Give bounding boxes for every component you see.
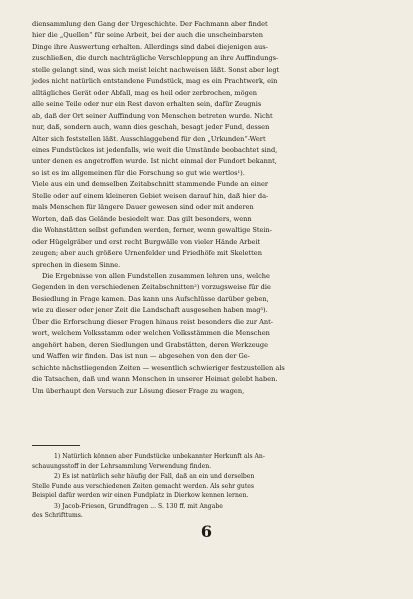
footnote <box>32 502 384 521</box>
body-line: und Waffen wir finden. Das ist nun — abgesehen von den der Ge- <box>32 352 250 361</box>
body-line: diensammlung den Gang der Urgeschichte. Der Fachmann aber findet <box>32 20 268 28</box>
body-line: oder Hügelgräber und erst recht Burgwälle von vieler Hände Arbeit <box>32 237 261 246</box>
footnote-line: 2) Es ist natürlich sehr häufig der Fall, daß an ein und derselben <box>54 473 255 480</box>
body-line: Stelle oder auf einem kleineren Gebiet weisen darauf hin, daß hier da- <box>32 191 269 200</box>
body-line: ab, daß der Ort seiner Auffindung von Menschen betreten wurde. Nicht <box>32 111 273 120</box>
body-line: eines Fundstückes ist jedenfalls, wie weit die Umstände beobachtet sind, <box>32 145 278 154</box>
body-line: Worten, daß das Gelände besiedelt war. Das gilt besonders, wenn <box>32 214 252 223</box>
body-line: Über die Erforschung dieser Fragen hinaus reist besonders die zur Ant- <box>32 317 274 326</box>
body-line: die Wohnstätten selbst gefunden werden, ferner, wenn gewaltige Stein- <box>32 226 272 235</box>
body-line: nur, daß, sondern auch, wann dies geschah, besagt jeder Fund, dessen <box>32 123 270 132</box>
body-line: alle seine Teile oder nur ein Rest davon erhalten sein, dafür Zeugnis <box>32 100 262 109</box>
footnote-line: des Schrifttums. <box>32 512 83 519</box>
body-line: jedes nicht natürlich entstandene Fundstück, mag es ein Prachtwerk, ein <box>32 77 278 86</box>
footnote-separator <box>32 445 80 446</box>
body-line: wie zu dieser oder jener Zeit die Landschaft ausgesehen haben mag³). <box>32 306 268 315</box>
body-line: sprechen in diesem Sinne. <box>32 260 121 269</box>
body-line: Die Ergebnisse von allen Fundstellen zusammen lehren uns, welche <box>42 271 270 280</box>
body-line: Um überhaupt den Versuch zur Lösung dieser Frage zu wagen, <box>32 386 245 395</box>
body-line: zeugen; aber auch größere Urnenfelder und Friedhöfe mit Skeletten <box>32 249 262 258</box>
body-line: stelle gelangt sind, was sich meist leicht nachweisen läßt. Sonst aber legt <box>32 65 280 74</box>
body-line: unter denen es angetroffen wurde. Ist nicht einmal der Fundort bekannt, <box>32 157 277 166</box>
footnote-line: Stelle Funde aus verschiedenen Zeiten gemacht werden. Als sehr gutes <box>32 482 255 490</box>
body-line: alltägliches Gerät oder Abfall, mag es heil oder zerbrochen, mögen <box>32 88 258 97</box>
footnote-line: schauungsstoff in der Lehrsammlung Verwendung finden. <box>32 462 212 470</box>
footnote-line: Beispiel dafür werden wir einen Fundplatz in Dierkow kennen lernen. <box>32 492 249 499</box>
body-line: wort, welchem Volksstamm oder welchen Volksstämmen die Menschen <box>32 329 270 338</box>
footnote-line: 1) Natürlich können aber Fundstücke unbekannter Herkunft als An- <box>54 453 265 460</box>
body-line: die Tatsachen, daß und wann Menschen in unserer Heimat gelebt haben. <box>32 375 278 384</box>
body-line: Dinge ihre Auswertung erhalten. Allerdings sind dabei diejenigen aus- <box>32 42 268 51</box>
body-line: angehört haben, deren Siedlungen und Grabstätten, deren Werkzeuge <box>32 340 269 349</box>
body-line: Viele aus ein und demselben Zeitabschnitt stammende Funde an einer <box>32 180 269 189</box>
body-line: so ist es im allgemeinen für die Forschung so gut wie wertlos¹). <box>32 168 245 177</box>
body-line: Alter sich feststellen läßt. Ausschlaggebend für den „Urkunden“-Wert <box>32 134 266 143</box>
body-line: zuschließen, die durch nachträgliche Verschleppung an ihre Auffindungs- <box>32 54 279 63</box>
body-line: Besiedlung in Frage kamen. Das kann uns Aufschlüsse darüber geben, <box>32 294 269 303</box>
body-line: schichte nächstliegenden Zeiten — wesentlich schwieriger festzustellen als <box>32 363 285 372</box>
footnote <box>32 472 384 501</box>
body-line: mals Menschen für längere Dauer gewesen sind oder mit anderen <box>32 203 254 212</box>
footnote <box>32 452 384 471</box>
body-text <box>32 19 384 397</box>
body-line: hier die „Quellen“ für seine Arbeit, bei der auch die unscheinbarsten <box>32 31 264 40</box>
body-line: Gegenden in den verschiedenen Zeitabschnitten²) vorzugsweise für die <box>32 283 271 292</box>
footnotes <box>32 452 384 522</box>
footnote-line: 3) Jacob-Friesen, Grundfragen ... S. 130 ff. mit Angabe <box>54 502 223 510</box>
page-number: 6 <box>200 522 213 541</box>
